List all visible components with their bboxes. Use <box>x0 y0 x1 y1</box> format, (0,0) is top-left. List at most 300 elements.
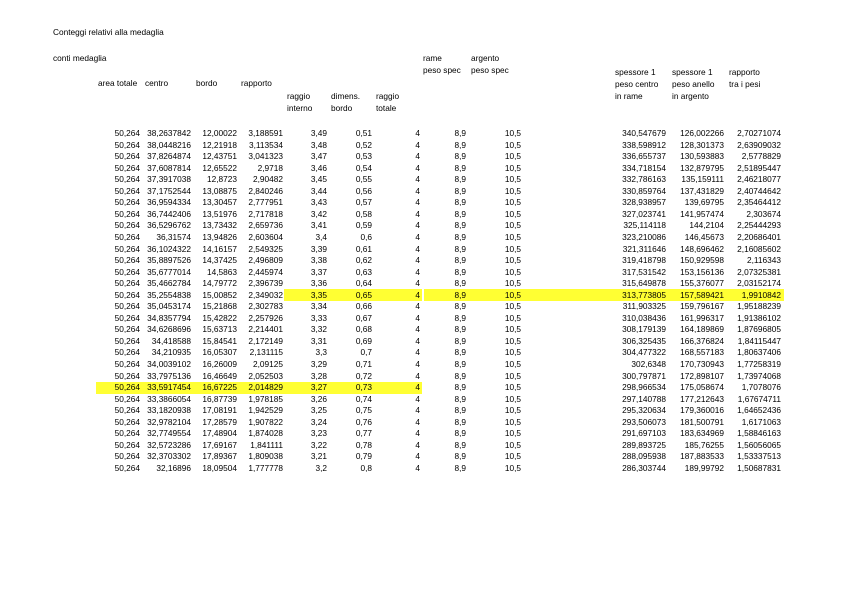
cell-rapporto-pesi: 2,16085602 <box>737 243 781 254</box>
cell-area: 50,264 <box>114 139 140 150</box>
cell-raggio-totale: 4 <box>415 462 420 473</box>
cell-area: 50,264 <box>114 451 140 462</box>
cell-raggio-interno: 3,41 <box>310 220 327 231</box>
cell-area: 50,264 <box>114 162 140 173</box>
cell-raggio-totale: 4 <box>415 266 420 277</box>
cell-area: 50,264 <box>114 428 140 439</box>
cell-peso-centro: 321,311646 <box>622 243 666 254</box>
cell-dimens-bordo: 0,6 <box>360 231 372 242</box>
cell-rame: 8,9 <box>454 324 466 335</box>
cell-bordo: 15,00852 <box>202 289 237 300</box>
cell-argento: 10,5 <box>504 139 521 150</box>
cell-argento: 10,5 <box>504 439 521 450</box>
cell-raggio-totale: 4 <box>415 324 420 335</box>
cell-raggio-totale: 4 <box>415 174 420 185</box>
cell-dimens-bordo: 0,56 <box>355 185 372 196</box>
cell-argento: 10,5 <box>504 462 521 473</box>
cell-rame: 8,9 <box>454 462 466 473</box>
cell-centro: 35,2554838 <box>147 289 191 300</box>
cell-rame: 8,9 <box>454 220 466 231</box>
cell-argento: 10,5 <box>504 289 521 300</box>
header-area: area totale <box>98 78 138 88</box>
cell-area: 50,264 <box>114 197 140 208</box>
cell-raggio-totale: 4 <box>415 301 420 312</box>
cell-peso-centro: 317,531542 <box>622 266 666 277</box>
cell-bordo: 15,63713 <box>202 324 237 335</box>
cell-argento: 10,5 <box>504 335 521 346</box>
cell-bordo: 15,42822 <box>202 312 237 323</box>
cell-peso-anello: 132,879795 <box>680 162 724 173</box>
cell-rapporto-pesi: 1,6171063 <box>741 416 781 427</box>
cell-rame: 8,9 <box>454 451 466 462</box>
cell-peso-anello: 170,730943 <box>680 359 724 369</box>
cell-raggio-totale: 4 <box>415 312 420 323</box>
cell-area: 50,264 <box>114 301 140 312</box>
cell-raggio-interno: 3,31 <box>310 335 327 346</box>
cell-peso-anello: 159,796167 <box>680 301 724 312</box>
cell-rapporto-pesi: 2,35464412 <box>737 197 781 208</box>
cell-raggio-totale: 4 <box>415 359 420 369</box>
cell-dimens-bordo: 0,57 <box>355 197 372 208</box>
cell-rapporto-pesi: 2,116343 <box>747 255 781 266</box>
cell-raggio-interno: 3,47 <box>310 151 327 162</box>
cell-rapporto-pesi: 1,56056065 <box>737 439 781 450</box>
cell-peso-anello: 126,002266 <box>680 128 724 138</box>
cell-dimens-bordo: 0,63 <box>355 266 372 277</box>
cell-raggio-interno: 3,4 <box>315 231 327 242</box>
cell-bordo: 16,26009 <box>202 359 237 369</box>
cell-bordo: 17,08191 <box>202 405 237 416</box>
cell-rapporto: 1,942529 <box>248 405 283 416</box>
cell-bordo: 14,5863 <box>207 266 237 277</box>
cell-area: 50,264 <box>114 220 140 231</box>
header-raggio-totale: raggio totale <box>376 91 400 113</box>
cell-raggio-interno: 3,43 <box>310 197 327 208</box>
cell-area: 50,264 <box>114 312 140 323</box>
cell-rame: 8,9 <box>454 208 466 219</box>
cell-peso-centro: 332,786163 <box>622 174 666 185</box>
cell-peso-anello: 187,883533 <box>680 451 724 462</box>
cell-dimens-bordo: 0,58 <box>355 208 372 219</box>
cell-rapporto: 1,777778 <box>248 462 283 473</box>
cell-peso-centro: 308,179139 <box>622 324 666 335</box>
cell-raggio-interno: 3,42 <box>310 208 327 219</box>
cell-dimens-bordo: 0,73 <box>355 382 372 393</box>
cell-peso-anello: 148,696462 <box>680 243 724 254</box>
cell-dimens-bordo: 0,75 <box>355 405 372 416</box>
cell-dimens-bordo: 0,8 <box>360 462 372 473</box>
section-label: conti medaglia <box>53 53 107 63</box>
cell-raggio-totale: 4 <box>415 428 420 439</box>
cell-dimens-bordo: 0,65 <box>355 289 372 300</box>
cell-rame: 8,9 <box>454 128 466 138</box>
cell-area: 50,264 <box>114 439 140 450</box>
cell-area: 50,264 <box>114 382 140 393</box>
cell-raggio-interno: 3,33 <box>310 312 327 323</box>
cell-rapporto: 2,349032 <box>248 289 283 300</box>
cell-area: 50,264 <box>114 174 140 185</box>
cell-centro: 34,418588 <box>151 335 191 346</box>
cell-rapporto: 2,052503 <box>248 370 283 381</box>
cell-raggio-totale: 4 <box>415 208 420 219</box>
cell-rapporto-pesi: 1,80637406 <box>737 347 781 358</box>
cell-area: 50,264 <box>114 266 140 277</box>
cell-rapporto-pesi: 1,50687831 <box>737 462 781 473</box>
cell-rapporto-pesi: 1,84115447 <box>737 335 781 346</box>
cell-area: 50,264 <box>114 185 140 196</box>
cell-peso-centro: 298,966534 <box>622 382 666 393</box>
cell-raggio-interno: 3,36 <box>310 278 327 289</box>
header-raggio-interno: raggio interno <box>287 91 313 113</box>
cell-bordo: 16,46649 <box>202 370 237 381</box>
header-rapporto-pesi: rapporto tra i pesi <box>729 67 761 89</box>
cell-peso-anello: 130,593883 <box>680 151 724 162</box>
cell-dimens-bordo: 0,68 <box>355 324 372 335</box>
cell-peso-anello: 179,360016 <box>680 405 724 416</box>
header-bordo: bordo <box>196 78 218 88</box>
cell-peso-centro: 293,506073 <box>622 416 666 427</box>
cell-peso-anello: 185,76255 <box>684 439 724 450</box>
cell-peso-centro: 340,547679 <box>622 128 666 138</box>
cell-raggio-totale: 4 <box>415 162 420 173</box>
cell-area: 50,264 <box>114 347 140 358</box>
cell-raggio-interno: 3,22 <box>310 439 327 450</box>
cell-peso-centro: 327,023741 <box>622 208 666 219</box>
cell-bordo: 14,37425 <box>202 255 237 266</box>
cell-area: 50,264 <box>114 393 140 404</box>
cell-argento: 10,5 <box>504 382 521 393</box>
cell-centro: 36,1024322 <box>147 243 191 254</box>
cell-rapporto-pesi: 2,03152174 <box>737 278 781 289</box>
cell-bordo: 16,67225 <box>202 382 237 393</box>
cell-centro: 34,8357794 <box>147 312 191 323</box>
cell-peso-centro: 328,938957 <box>622 197 666 208</box>
page-title: Conteggi relativi alla medaglia <box>53 27 164 37</box>
cell-raggio-interno: 3,37 <box>310 266 327 277</box>
cell-area: 50,264 <box>114 243 140 254</box>
cell-dimens-bordo: 0,67 <box>355 312 372 323</box>
cell-peso-centro: 286,303744 <box>622 462 666 473</box>
cell-raggio-totale: 4 <box>415 289 420 300</box>
cell-peso-centro: 302,6348 <box>631 359 666 369</box>
cell-centro: 35,8897526 <box>147 255 191 266</box>
cell-raggio-totale: 4 <box>415 393 420 404</box>
cell-rame: 8,9 <box>454 439 466 450</box>
cell-area: 50,264 <box>114 405 140 416</box>
cell-rame: 8,9 <box>454 231 466 242</box>
cell-dimens-bordo: 0,51 <box>355 128 372 138</box>
cell-dimens-bordo: 0,64 <box>355 278 372 289</box>
cell-dimens-bordo: 0,54 <box>355 162 372 173</box>
cell-argento: 10,5 <box>504 405 521 416</box>
cell-centro: 36,9594334 <box>147 197 191 208</box>
cell-area: 50,264 <box>114 128 140 138</box>
cell-peso-anello: 172,898107 <box>680 370 724 381</box>
cell-area: 50,264 <box>114 151 140 162</box>
cell-raggio-totale: 4 <box>415 405 420 416</box>
cell-peso-anello: 141,957474 <box>680 208 724 219</box>
cell-argento: 10,5 <box>504 416 521 427</box>
cell-bordo: 18,09504 <box>202 462 237 473</box>
cell-peso-anello: 164,189869 <box>680 324 724 335</box>
cell-rapporto-pesi: 2,63909032 <box>737 139 781 150</box>
cell-rapporto: 3,188591 <box>248 128 283 138</box>
cell-dimens-bordo: 0,77 <box>355 428 372 439</box>
cell-rapporto-pesi: 1,95188239 <box>737 301 781 312</box>
cell-rame: 8,9 <box>454 335 466 346</box>
cell-rapporto-pesi: 1,9910842 <box>741 289 781 300</box>
cell-centro: 37,1752544 <box>147 185 191 196</box>
cell-rapporto-pesi: 1,77258319 <box>737 359 781 369</box>
cell-raggio-totale: 4 <box>415 370 420 381</box>
cell-rapporto: 1,978185 <box>248 393 283 404</box>
cell-bordo: 16,87739 <box>202 393 237 404</box>
cell-peso-centro: 336,655737 <box>622 151 666 162</box>
cell-raggio-totale: 4 <box>415 128 420 138</box>
cell-rapporto-pesi: 1,58846163 <box>737 428 781 439</box>
cell-raggio-interno: 3,21 <box>310 451 327 462</box>
cell-rame: 8,9 <box>454 185 466 196</box>
cell-area: 50,264 <box>114 335 140 346</box>
cell-argento: 10,5 <box>504 312 521 323</box>
cell-centro: 37,3917038 <box>147 174 191 185</box>
cell-rame: 8,9 <box>454 243 466 254</box>
cell-peso-centro: 291,697103 <box>622 428 666 439</box>
cell-rapporto: 2,302783 <box>248 301 283 312</box>
cell-raggio-totale: 4 <box>415 185 420 196</box>
cell-argento: 10,5 <box>504 220 521 231</box>
cell-dimens-bordo: 0,71 <box>355 359 372 369</box>
cell-dimens-bordo: 0,72 <box>355 370 372 381</box>
cell-rapporto: 2,09125 <box>253 359 283 369</box>
cell-raggio-interno: 3,38 <box>310 255 327 266</box>
cell-dimens-bordo: 0,55 <box>355 174 372 185</box>
cell-bordo: 14,16157 <box>202 243 237 254</box>
cell-argento: 10,5 <box>504 231 521 242</box>
cell-rapporto-pesi: 2,70271074 <box>737 128 781 138</box>
cell-rame: 8,9 <box>454 416 466 427</box>
cell-peso-centro: 330,859764 <box>622 185 666 196</box>
cell-peso-anello: 153,156136 <box>680 266 724 277</box>
cell-bordo: 13,08875 <box>202 185 237 196</box>
cell-raggio-interno: 3,34 <box>310 301 327 312</box>
cell-centro: 36,7442406 <box>147 208 191 219</box>
cell-raggio-totale: 4 <box>415 451 420 462</box>
cell-argento: 10,5 <box>504 428 521 439</box>
cell-argento: 10,5 <box>504 370 521 381</box>
cell-raggio-totale: 4 <box>415 139 420 150</box>
cell-bordo: 16,05307 <box>202 347 237 358</box>
cell-centro: 34,6268696 <box>147 324 191 335</box>
cell-peso-centro: 306,325435 <box>622 335 666 346</box>
cell-centro: 35,4662784 <box>147 278 191 289</box>
cell-dimens-bordo: 0,52 <box>355 139 372 150</box>
cell-centro: 32,16896 <box>156 462 191 473</box>
cell-area: 50,264 <box>114 462 140 473</box>
cell-rame: 8,9 <box>454 266 466 277</box>
cell-peso-centro: 325,114118 <box>623 220 666 231</box>
cell-rapporto: 1,809038 <box>248 451 283 462</box>
cell-rapporto-pesi: 2,25444293 <box>737 220 781 231</box>
cell-rapporto-pesi: 1,7078076 <box>741 382 781 393</box>
cell-rapporto: 1,841111 <box>250 439 283 450</box>
cell-bordo: 13,94826 <box>202 231 237 242</box>
cell-argento: 10,5 <box>504 359 521 369</box>
cell-peso-anello: 189,99792 <box>684 462 724 473</box>
cell-area: 50,264 <box>114 231 140 242</box>
cell-centro: 36,31574 <box>156 231 191 242</box>
cell-dimens-bordo: 0,7 <box>360 347 372 358</box>
cell-bordo: 12,00022 <box>202 128 237 138</box>
cell-peso-anello: 175,058674 <box>680 382 724 393</box>
cell-peso-centro: 304,477322 <box>622 347 666 358</box>
cell-raggio-interno: 3,32 <box>310 324 327 335</box>
cell-argento: 10,5 <box>504 301 521 312</box>
cell-peso-anello: 181,500791 <box>680 416 724 427</box>
cell-peso-centro: 295,320634 <box>622 405 666 416</box>
cell-rapporto: 2,777951 <box>248 197 283 208</box>
cell-peso-centro: 289,893725 <box>622 439 666 450</box>
cell-bordo: 13,51976 <box>202 208 237 219</box>
cell-rame: 8,9 <box>454 301 466 312</box>
cell-argento: 10,5 <box>504 174 521 185</box>
cell-peso-anello: 128,301373 <box>680 139 724 150</box>
cell-peso-anello: 166,376824 <box>680 335 724 346</box>
cell-peso-anello: 146,45673 <box>684 231 724 242</box>
cell-centro: 33,5917454 <box>147 382 191 393</box>
cell-area: 50,264 <box>114 255 140 266</box>
cell-raggio-interno: 3,25 <box>310 405 327 416</box>
cell-bordo: 15,84541 <box>202 335 237 346</box>
cell-dimens-bordo: 0,53 <box>355 151 372 162</box>
cell-rame: 8,9 <box>454 382 466 393</box>
cell-area: 50,264 <box>114 289 140 300</box>
cell-raggio-totale: 4 <box>415 347 420 358</box>
cell-area: 50,264 <box>114 208 140 219</box>
cell-raggio-totale: 4 <box>415 151 420 162</box>
cell-bordo: 17,28579 <box>202 416 237 427</box>
cell-rapporto: 3,041323 <box>248 151 283 162</box>
cell-rapporto-pesi: 2,20686401 <box>737 231 781 242</box>
cell-centro: 33,7975136 <box>147 370 191 381</box>
header-centro: centro <box>145 78 169 88</box>
cell-raggio-totale: 4 <box>415 220 420 231</box>
cell-raggio-interno: 3,29 <box>310 359 327 369</box>
cell-area: 50,264 <box>114 278 140 289</box>
cell-centro: 38,0448216 <box>147 139 191 150</box>
cell-argento: 10,5 <box>504 128 521 138</box>
cell-peso-anello: 139,69795 <box>684 197 724 208</box>
header-dimens-bordo: dimens. bordo <box>331 91 361 113</box>
cell-dimens-bordo: 0,62 <box>355 255 372 266</box>
header-rapporto: rapporto <box>241 78 272 88</box>
cell-peso-centro: 310,038436 <box>622 312 666 323</box>
cell-rame: 8,9 <box>454 162 466 173</box>
cell-centro: 34,210935 <box>151 347 191 358</box>
cell-rapporto: 2,9718 <box>257 162 283 173</box>
cell-rapporto-pesi: 2,46218077 <box>737 174 781 185</box>
cell-peso-anello: 135,159111 <box>681 174 724 185</box>
cell-bordo: 14,79772 <box>202 278 237 289</box>
cell-bordo: 15,21868 <box>202 301 237 312</box>
cell-argento: 10,5 <box>504 151 521 162</box>
cell-rapporto: 2,496809 <box>248 255 283 266</box>
cell-rapporto: 2,603604 <box>248 231 283 242</box>
cell-centro: 35,6777014 <box>147 266 191 277</box>
cell-argento: 10,5 <box>504 185 521 196</box>
cell-raggio-totale: 4 <box>415 382 420 393</box>
cell-rame: 8,9 <box>454 139 466 150</box>
cell-rame: 8,9 <box>454 347 466 358</box>
cell-argento: 10,5 <box>504 162 521 173</box>
cell-rapporto: 2,214401 <box>248 324 283 335</box>
cell-bordo: 12,21918 <box>202 139 237 150</box>
cell-rapporto: 2,172149 <box>248 335 283 346</box>
cell-centro: 37,6087814 <box>147 162 191 173</box>
cell-dimens-bordo: 0,79 <box>355 451 372 462</box>
cell-raggio-totale: 4 <box>415 255 420 266</box>
cell-bordo: 17,89367 <box>202 451 237 462</box>
cell-dimens-bordo: 0,61 <box>355 243 372 254</box>
cell-raggio-interno: 3,49 <box>310 128 327 138</box>
cell-peso-anello: 150,929598 <box>680 255 724 266</box>
cell-rame: 8,9 <box>454 197 466 208</box>
header-spessore-anello: spessore 1 peso anello in argento <box>672 67 715 101</box>
cell-bordo: 13,30457 <box>202 197 237 208</box>
cell-rame: 8,9 <box>454 428 466 439</box>
cell-peso-anello: 137,431829 <box>680 185 724 196</box>
cell-argento: 10,5 <box>504 393 521 404</box>
cell-dimens-bordo: 0,74 <box>355 393 372 404</box>
cell-bordo: 12,65522 <box>202 162 237 173</box>
cell-argento: 10,5 <box>504 243 521 254</box>
cell-centro: 32,7749554 <box>147 428 191 439</box>
cell-centro: 33,1820938 <box>147 405 191 416</box>
cell-peso-anello: 161,996317 <box>680 312 724 323</box>
cell-bordo: 17,48904 <box>202 428 237 439</box>
cell-dimens-bordo: 0,76 <box>355 416 372 427</box>
cell-rapporto: 2,257926 <box>248 312 283 323</box>
cell-argento: 10,5 <box>504 255 521 266</box>
cell-bordo: 17,69167 <box>202 439 237 450</box>
cell-raggio-interno: 3,27 <box>310 382 327 393</box>
cell-peso-anello: 144,2104 <box>689 220 724 231</box>
cell-rapporto-pesi: 2,5778829 <box>741 151 781 162</box>
cell-raggio-totale: 4 <box>415 231 420 242</box>
cell-centro: 38,2637842 <box>147 128 191 138</box>
cell-centro: 33,3866054 <box>147 393 191 404</box>
cell-centro: 32,5723286 <box>147 439 191 450</box>
cell-rapporto-pesi: 2,07325381 <box>737 266 781 277</box>
cell-dimens-bordo: 0,66 <box>355 301 372 312</box>
cell-rapporto: 2,014829 <box>248 382 283 393</box>
cell-argento: 10,5 <box>504 324 521 335</box>
cell-raggio-totale: 4 <box>415 335 420 346</box>
cell-raggio-totale: 4 <box>415 416 420 427</box>
cell-rapporto-pesi: 2,40744642 <box>737 185 781 196</box>
cell-raggio-interno: 3,35 <box>310 289 327 300</box>
cell-centro: 32,3703302 <box>147 451 191 462</box>
cell-rapporto: 2,396739 <box>248 278 283 289</box>
cell-peso-anello: 177,212643 <box>680 393 724 404</box>
cell-rapporto-pesi: 1,64652436 <box>737 405 781 416</box>
cell-rame: 8,9 <box>454 312 466 323</box>
cell-peso-centro: 313,773805 <box>622 289 666 300</box>
cell-rapporto-pesi: 1,53337513 <box>737 451 781 462</box>
cell-rame: 8,9 <box>454 289 466 300</box>
cell-rame: 8,9 <box>454 370 466 381</box>
cell-argento: 10,5 <box>504 208 521 219</box>
